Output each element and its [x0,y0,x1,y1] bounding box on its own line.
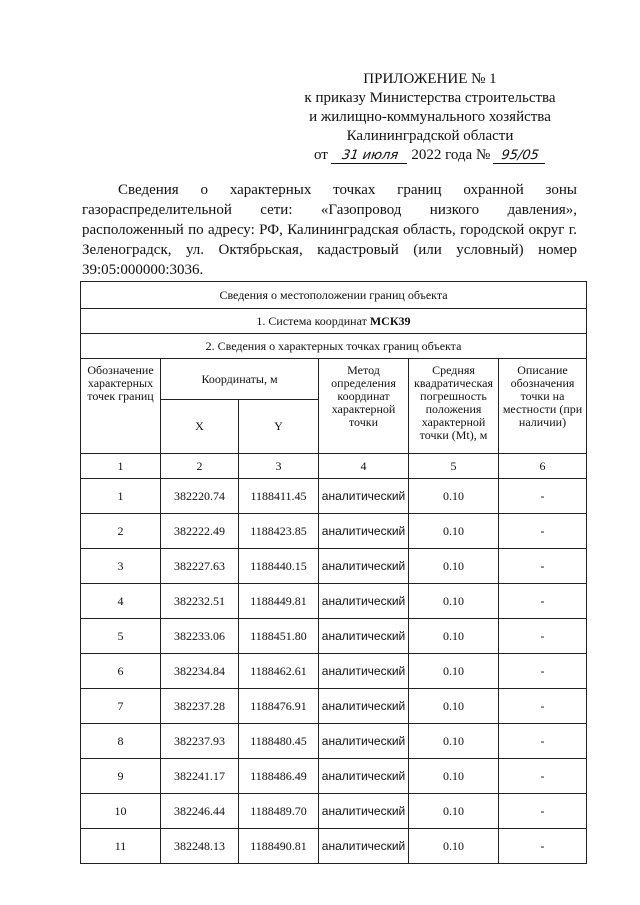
x-coordinate-cell: 382241.17 [161,759,239,794]
point-cell: 11 [81,829,161,864]
description-cell: - [499,794,587,829]
table-row [81,689,587,724]
y-coordinate-cell: 1188462.61 [239,654,319,689]
order-line-3: Калининградской области [346,128,514,144]
x-coordinate-cell: 382248.13 [161,829,239,864]
y-coordinate-cell: 1188486.49 [239,759,319,794]
description-cell: - [499,724,587,759]
error-cell: 0.10 [409,724,499,759]
header-y: Y [239,400,319,454]
y-coordinate-cell: 1188490.81 [239,829,319,864]
header-error: Средняя квадратическая погрешность положения характерной точки (Mt), м [409,359,499,454]
error-cell: 0.10 [409,619,499,654]
y-coordinate-cell: 1188449.81 [239,584,319,619]
method-cell: аналитический [319,514,409,549]
table-row [81,619,587,654]
x-coordinate-cell: 382233.06 [161,619,239,654]
method-cell: аналитический [319,689,409,724]
y-coordinate-cell: 1188451.80 [239,619,319,654]
x-coordinate-cell: 382220.74 [161,479,239,514]
handwritten-date: 31 июля [330,148,408,164]
table-row [81,829,587,864]
order-line-2: и жилищно-коммунального хозяйства [309,109,551,125]
y-coordinate-cell: 1188480.45 [239,724,319,759]
method-cell: аналитический [319,619,409,654]
error-cell: 0.10 [409,549,499,584]
error-cell: 0.10 [409,689,499,724]
point-cell: 7 [81,689,161,724]
table-row [81,514,587,549]
intro-paragraph [82,180,577,280]
table-row [81,584,587,619]
method-cell: аналитический [319,794,409,829]
coordinate-system-label: 1. Система координат [256,313,370,328]
description-cell: - [499,759,587,794]
error-cell: 0.10 [409,759,499,794]
method-cell: аналитический [319,759,409,794]
coordinate-system-row [81,309,587,334]
error-cell: 0.10 [409,794,499,829]
x-coordinate-cell: 382232.51 [161,584,239,619]
error-cell: 0.10 [409,829,499,864]
coordinate-system-name: МСК39 [369,313,411,328]
intro-text: Сведения о характерных точках границ охранной зоны газораспределительной сети: «Газопровод низкого давления», расположенный по адресу: РФ, Калининградская область, городской округ г. Зеленоградск, ул. Октябрьская, кадастровый (или условный) номер 39:05:000000:3036. [82,182,577,278]
description-cell: - [499,479,587,514]
error-cell: 0.10 [409,514,499,549]
method-cell: аналитический [319,584,409,619]
header-coordinates: Координаты, м [161,359,319,400]
document-header [280,70,580,165]
column-number: 6 [499,454,587,479]
point-cell: 5 [81,619,161,654]
date-prefix: от [313,147,328,163]
handwritten-order-number: 95/05 [493,148,547,164]
error-cell: 0.10 [409,479,499,514]
method-cell: аналитический [319,724,409,759]
x-coordinate-cell: 382222.49 [161,514,239,549]
table-row [81,794,587,829]
column-number: 1 [81,454,161,479]
error-cell: 0.10 [409,654,499,689]
table-row [81,479,587,514]
x-coordinate-cell: 382234.84 [161,654,239,689]
header-point: Обозначение характерных точек границ [81,359,161,454]
table-body [81,479,587,864]
point-cell: 4 [81,584,161,619]
point-cell: 8 [81,724,161,759]
point-cell: 6 [81,654,161,689]
description-cell: - [499,549,587,584]
date-year: 2022 года № [411,147,491,163]
method-cell: аналитический [319,549,409,584]
x-coordinate-cell: 382246.44 [161,794,239,829]
point-cell: 1 [81,479,161,514]
table-title: Сведения о местоположении границ объекта [81,282,587,309]
method-cell: аналитический [319,654,409,689]
point-cell: 10 [81,794,161,829]
x-coordinate-cell: 382237.28 [161,689,239,724]
y-coordinate-cell: 1188423.85 [239,514,319,549]
column-number: 5 [409,454,499,479]
table-row [81,759,587,794]
description-cell: - [499,584,587,619]
order-date-line [280,146,580,165]
point-cell: 3 [81,549,161,584]
order-line-1: к приказу Министерства строительства [304,90,556,106]
point-cell: 2 [81,514,161,549]
header-x: X [161,400,239,454]
y-coordinate-cell: 1188489.70 [239,794,319,829]
description-cell: - [499,654,587,689]
y-coordinate-cell: 1188440.15 [239,549,319,584]
section-2-title: 2. Сведения о характерных точках границ объекта [81,334,587,359]
x-coordinate-cell: 382237.93 [161,724,239,759]
header-method: Метод определения координат характерной точки [319,359,409,454]
table-row [81,724,587,759]
description-cell: - [499,514,587,549]
header-description: Описание обозначения точки на местности (при наличии) [499,359,587,454]
description-cell: - [499,619,587,654]
table-row [81,654,587,689]
y-coordinate-cell: 1188476.91 [239,689,319,724]
column-number: 4 [319,454,409,479]
column-number: 3 [239,454,319,479]
description-cell: - [499,829,587,864]
error-cell: 0.10 [409,584,499,619]
table-row [81,549,587,584]
y-coordinate-cell: 1188411.45 [239,479,319,514]
method-cell: аналитический [319,829,409,864]
method-cell: аналитический [319,479,409,514]
column-number: 2 [161,454,239,479]
x-coordinate-cell: 382227.63 [161,549,239,584]
appendix-title: ПРИЛОЖЕНИЕ № 1 [363,71,497,87]
description-cell: - [499,689,587,724]
boundary-points-table [80,281,587,864]
point-cell: 9 [81,759,161,794]
